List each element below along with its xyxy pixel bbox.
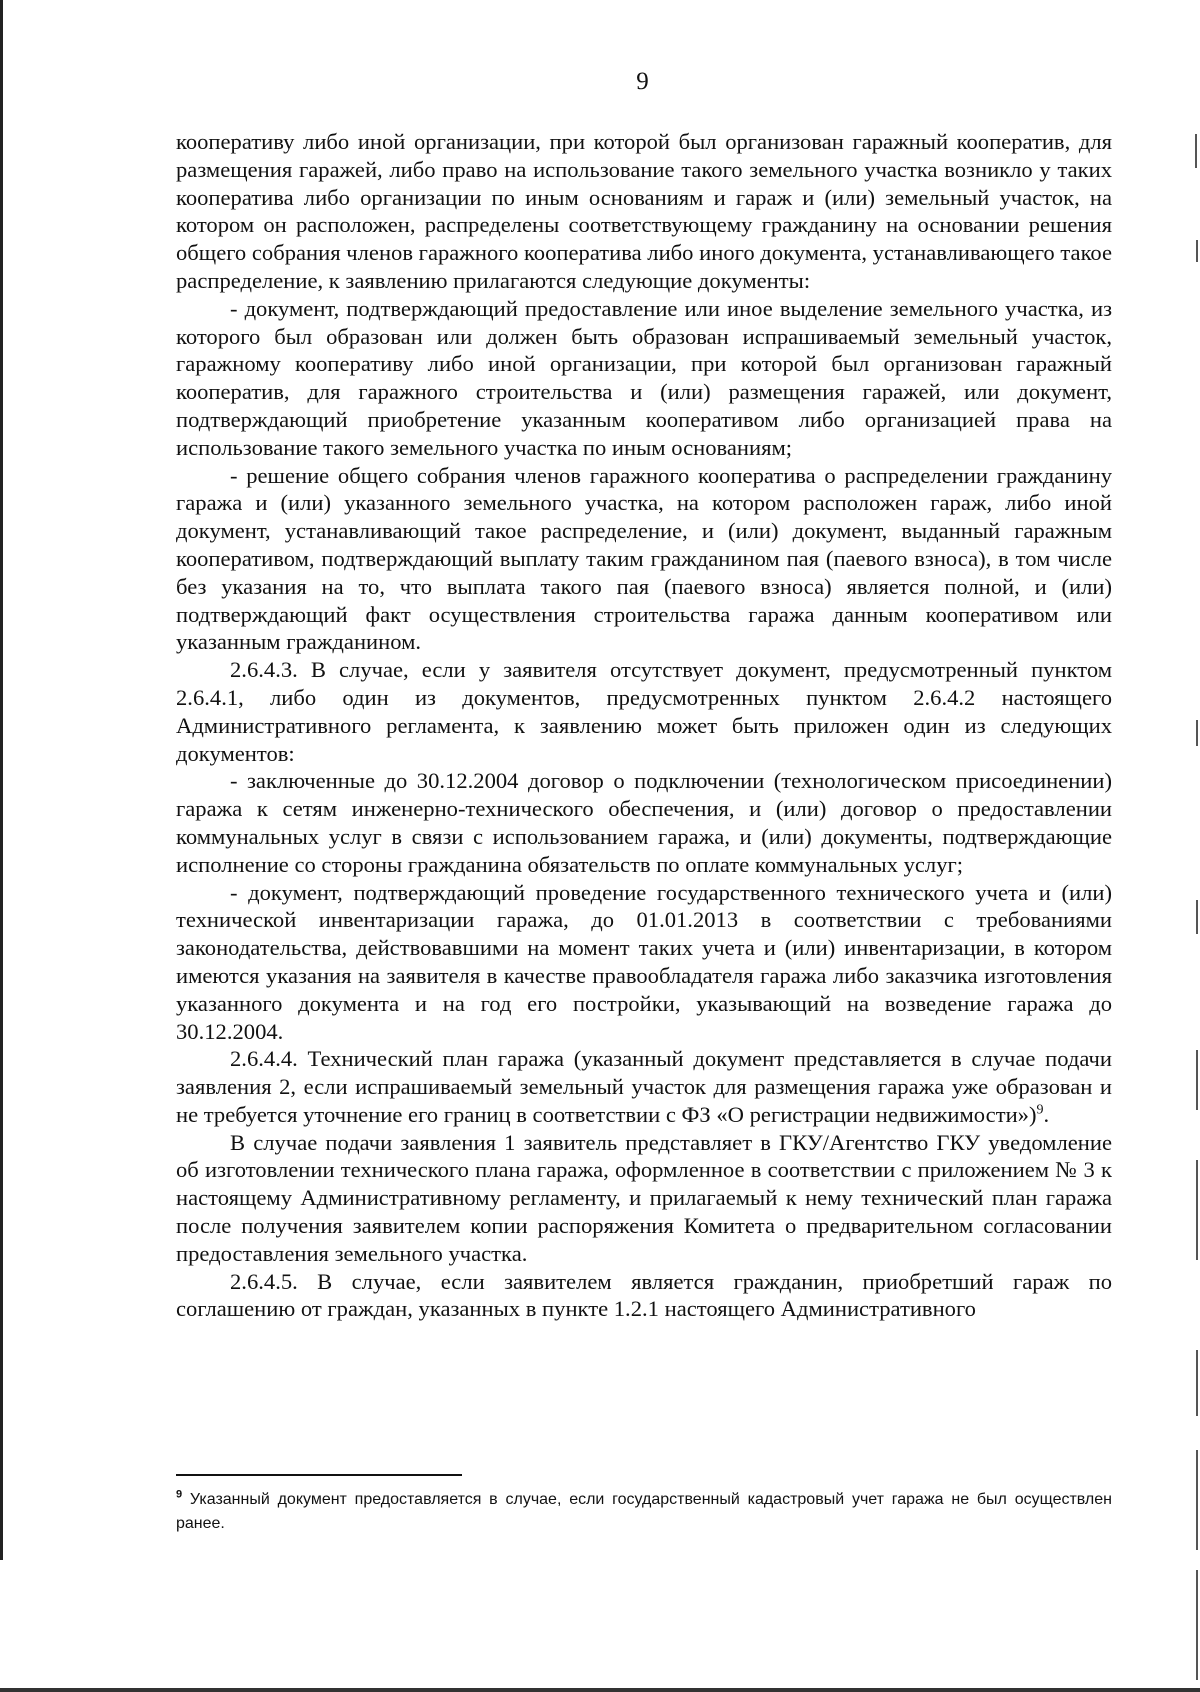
paragraph: 2.6.4.3. В случае, если у заявителя отсутствует документ, предусмотренный пунктом 2.6.4.1, либо один из документов, предусмотренных пунктом 2.6.4.2 настоящего Административного регламента, к заявлению может быть приложен один из следующих документов:	[176, 657, 1112, 766]
footnote-separator	[176, 1474, 462, 1476]
paragraph-text: 2.6.4.4. Технический план гаража (указанный документ представляется в случае подачи заявления 2, если испрашиваемый земельный участок для размещения гаража уже образован и не требуется уточнение его границ в соответствии с ФЗ «О регистрации недвижимости»)	[176, 1046, 1112, 1127]
margin-mark	[1196, 720, 1198, 746]
margin-mark	[1196, 240, 1198, 262]
paragraph: кооперативу либо иной организации, при которой был организован гаражный кооператив, для размещения гаражей, либо право на использование такого земельного участка возникло у таких кооператива либо организации по иным основаниям и гараж и (или) земельный участок, на котором он расположен, распределены соответствующему гражданину на основании решения общего собрания членов гаражного кооператива либо иного документа, устанавливающего такое распределение, к заявлению прилагаются следующие документы:	[176, 129, 1112, 293]
margin-mark	[1196, 1050, 1198, 1110]
paragraph: В случае подачи заявления 1 заявитель представляет в ГКУ/Агентство ГКУ уведомление об изготовлении технического плана гаража, оформленное в соответствии с приложением № 3 к настоящему Административному регламенту, и прилагаемый к нему технический план гаража после получения заявителем копии распоряжения Комитета о предварительном согласовании предоставления земельного участка.	[176, 1129, 1112, 1266]
footnote-reference[interactable]: 9	[1036, 1102, 1044, 1118]
footnote-mark: 9	[176, 1488, 183, 1501]
footnote	[176, 1488, 1112, 1536]
scan-left-edge	[0, 0, 3, 1560]
scan-bottom-edge	[0, 1688, 1200, 1692]
margin-mark	[1196, 1450, 1198, 1550]
margin-mark	[1196, 1350, 1198, 1416]
margin-mark	[1196, 900, 1198, 934]
margin-mark	[1195, 134, 1197, 168]
page-number: 9	[636, 68, 649, 95]
sentence-period: .	[1043, 1101, 1050, 1127]
margin-mark	[1196, 1160, 1198, 1260]
paragraph: - решение общего собрания членов гаражного кооператива о распределении гражданину гаража и (или) указанного земельного участка, на котором расположен гараж, либо иной документ, устанавливающий такое распределение, и (или) документ, выданный гаражным кооперативом, подтверждающий выплату таким гражданином пая (паевого взноса), в том числе без указания на то, что выплата такого пая (паевого взноса) является полной, и (или) подтверждающий факт осуществления строительства гаража данным кооперативом или указанным гражданином.	[176, 462, 1112, 655]
paragraph: - документ, подтверждающий проведение государственного технического учета и (или) технической инвентаризации гаража, до 01.01.2013 в соответствии с требованиями законодательства, действовавшими на момент таких учета и (или) инвентаризации, в котором имеются указания на заявителя в качестве правообладателя гаража либо заказчика изготовления указанного документа и на год его постройки, указывающий на возведение гаража до 30.12.2004.	[176, 879, 1112, 1044]
footnote-text: Указанный документ предоставляется в случае, если государственный кадастровый учет гаража не был осуществлен ранее.	[176, 1491, 1112, 1532]
paragraph: - документ, подтверждающий предоставление или иное выделение земельного участка, из которого был образован или должен быть образован испрашиваемый земельный участок, гаражному кооперативу либо иной организации, при которой был организован гаражный кооператив, для гаражного строительства и (или) размещения гаражей, или документ, подтверждающий приобретение указанным кооперативом либо организацией права на использование такого земельного участка по иным основаниям;	[176, 295, 1112, 460]
paragraph: - заключенные до 30.12.2004 договор о подключении (технологическом присоединении) гаража к сетям инженерно-технического обеспечения, и (или) договор о предоставлении коммунальных услуг в связи с использованием гаража, и (или) документы, подтверждающие исполнение со стороны гражданина обязательств по оплате коммунальных услуг;	[176, 768, 1112, 877]
paragraph: 2.6.4.5. В случае, если заявителем является гражданин, приобретший гараж по соглашению от граждан, указанных в пункте 1.2.1 настоящего Административного	[176, 1268, 1112, 1322]
paragraph	[176, 1045, 1112, 1128]
margin-mark	[1196, 1570, 1198, 1680]
body-text	[176, 128, 1112, 1323]
